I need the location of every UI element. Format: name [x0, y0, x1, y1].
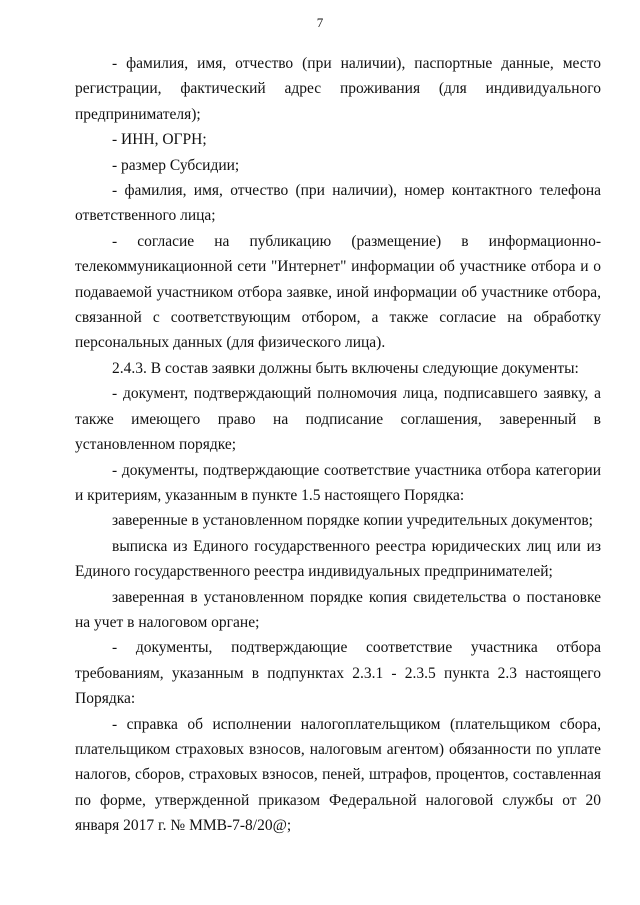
paragraph-founding-documents: заверенные в установленном порядке копии учредительных документов;: [112, 512, 593, 530]
paragraph-publication-consent: - согласие на публикацию (размещение) в информационно-телекоммуникационной сети "Интернет" информации об участнике отбора и о подаваемой участником отбора заявке, иной информации об участнике отбора, связанной с соответствующим отбором, а также согласие на обработку персональных данных (для физического лица).: [75, 232, 601, 352]
paragraph-category-criteria-documents: - документы, подтверждающие соответствие участника отбора категории и критериям, указанным в пункте 1.5 настоящего Порядка:: [75, 461, 601, 504]
page-number: 7: [316, 15, 324, 30]
paragraph-responsible-person: - фамилия, имя, отчество (при наличии), номер контактного телефона ответственного лица;: [75, 182, 601, 225]
paragraph-subsidy-amount: - размер Субсидии;: [112, 156, 240, 174]
paragraph-tax-obligations-certificate: - справка об исполнении налогоплательщиком (плательщиком сбора, плательщиком страховых взносов, налоговым агентом) обязанности по уплате налогов, сборов, страховых взносов, пеней, штрафов, процентов, составленная по форме, утвержденной приказом Федеральной налоговой службы от 20 января 2017 г. № ММВ-7-8/20@;: [75, 715, 601, 835]
paragraph-section-2-4-3: 2.4.3. В состав заявки должны быть включены следующие документы:: [112, 359, 579, 377]
paragraph-requirements-documents: - документы, подтверждающие соответствие участника отбора требованиям, указанным в подпунктах 2.3.1 - 2.3.5 пункта 2.3 настоящего Порядка:: [75, 639, 601, 708]
paragraph-authority-document: - документ, подтверждающий полномочия лица, подписавшего заявку, а также имеющего право на подписание соглашения, заверенный в установленном порядке;: [75, 385, 601, 454]
paragraph-tax-registration-certificate: заверенная в установленном порядке копия свидетельства о постановке на учет в налоговом органе;: [75, 588, 601, 631]
paragraph-applicant-personal-data: - фамилия, имя, отчество (при наличии), паспортные данные, место регистрации, фактический адрес проживания (для индивидуального предпринимателя);: [75, 55, 601, 123]
paragraph-inn-ogrn: - ИНН, ОГРН;: [112, 131, 207, 149]
document-body: [75, 51, 601, 839]
paragraph-registry-extract: выписка из Единого государственного реестра юридических лиц или из Единого государственного реестра индивидуальных предпринимателей;: [75, 537, 601, 581]
